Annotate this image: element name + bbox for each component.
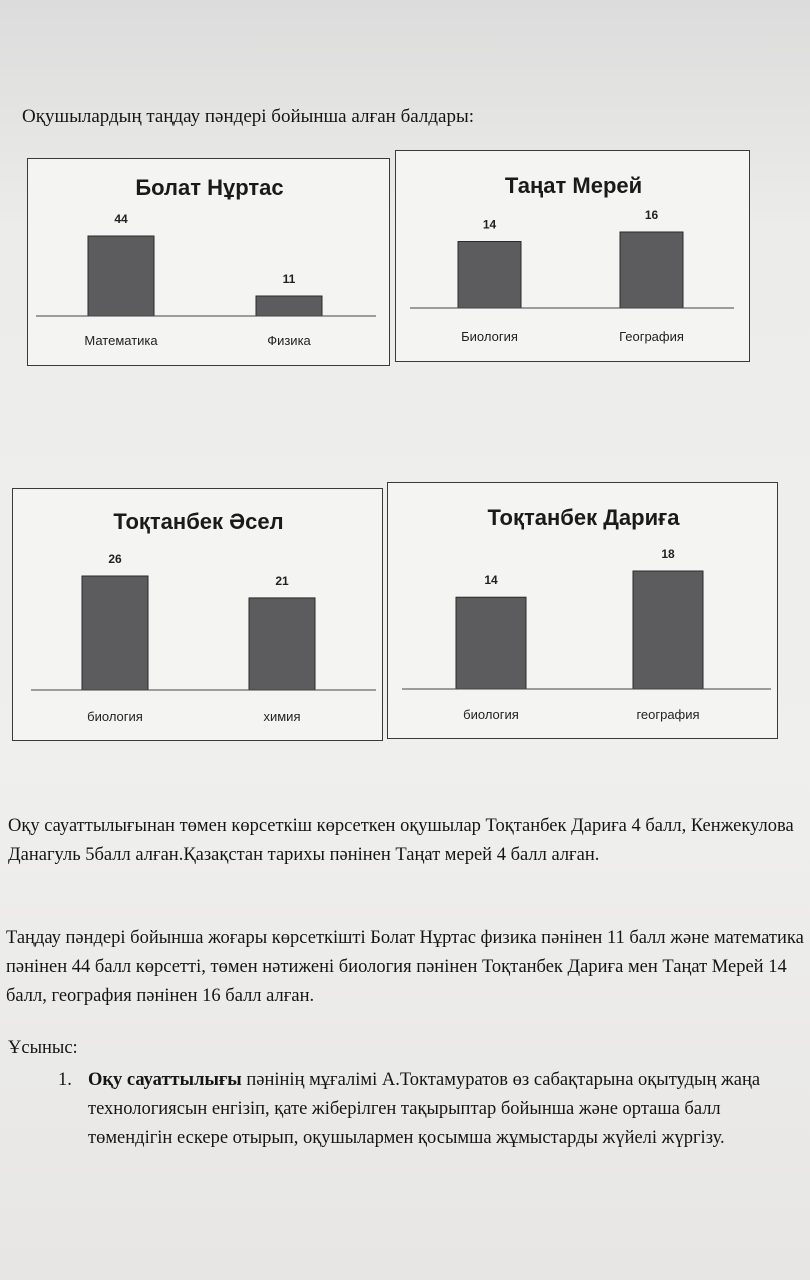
category-label-2: химия bbox=[263, 709, 301, 724]
data-label-1: 14 bbox=[484, 573, 498, 588]
recommendation-number: 1. bbox=[58, 1070, 72, 1090]
chart-tanat-merei bbox=[395, 150, 750, 362]
category-label-1: биология bbox=[463, 707, 519, 722]
recommendation-label: Ұсыныс: bbox=[8, 1038, 78, 1058]
chart-title: Тоқтанбек Дариға bbox=[487, 505, 680, 530]
intro-text: Оқушылардың таңдау пәндері бойынша алған балдары: bbox=[22, 106, 474, 127]
data-label-1: 44 bbox=[114, 212, 128, 226]
chart-title: Болат Нұртас bbox=[135, 175, 284, 200]
category-label-2: география bbox=[636, 707, 700, 722]
chart-svg bbox=[396, 151, 751, 363]
bar-2 bbox=[620, 232, 683, 308]
bar-2 bbox=[256, 296, 322, 316]
category-label-2: География bbox=[619, 329, 684, 344]
category-label-1: Биология bbox=[461, 329, 518, 344]
recommendation-subject: Оқу сауаттылығы bbox=[88, 1070, 242, 1090]
category-label-1: биология bbox=[87, 709, 143, 724]
bar-1 bbox=[88, 236, 154, 316]
recommendation-item bbox=[88, 1066, 788, 1153]
category-label-2: Физика bbox=[267, 333, 311, 348]
chart-title: Тоқтанбек Әсел bbox=[113, 509, 284, 534]
bar-1 bbox=[456, 597, 526, 689]
chart-svg bbox=[388, 483, 779, 740]
chart-toktanbek-dariga bbox=[387, 482, 778, 739]
bar-1 bbox=[82, 576, 148, 690]
data-label-2: 11 bbox=[282, 272, 296, 286]
chart-svg bbox=[13, 489, 384, 742]
data-label-2: 21 bbox=[275, 573, 289, 588]
chart-toktanbek-asel bbox=[12, 488, 383, 741]
data-label-2: 18 bbox=[661, 547, 675, 561]
recommendation-list bbox=[58, 1066, 788, 1153]
data-label-1: 14 bbox=[482, 217, 497, 232]
chart-title: Таңат Мерей bbox=[504, 173, 643, 198]
bar-2 bbox=[249, 598, 315, 690]
recommendation-body: пәнінің мұғалімі А.Токтамуратов өз сабақтарына оқытудың жаңа технологиясын енгізіп, қате жіберілген тақырыптар бойынша және орташа балл төмендігін ескере отырып, оқушылармен қосымша жұмыстарды жүйелі жүргізу. bbox=[88, 1070, 761, 1148]
paragraph-elective-results: Таңдау пәндері бойынша жоғары көрсеткішті Болат Нұртас физика пәнінен 11 балл және математика пәнінен 44 балл көрсетті, төмен нәтижені биология пәнінен Тоқтанбек Дариға мен Таңат Мерей 14 балл, география пәнінен 16 балл алған. bbox=[6, 928, 804, 1006]
chart-svg bbox=[28, 159, 391, 367]
category-label-1: Математика bbox=[84, 333, 158, 348]
data-label-2: 16 bbox=[644, 208, 659, 222]
data-label-1: 26 bbox=[108, 552, 122, 566]
paragraph-low-scores: Оқу сауаттылығынан төмен көрсеткіш көрсеткен оқушылар Тоқтанбек Дариға 4 балл, Кенжекулова Данагуль 5балл алған.Қазақстан тарихы пәнінен Таңат мерей 4 балл алған. bbox=[8, 816, 794, 865]
bar-2 bbox=[633, 571, 703, 689]
bar-1 bbox=[458, 242, 521, 309]
chart-bolat-nurtas bbox=[27, 158, 390, 366]
